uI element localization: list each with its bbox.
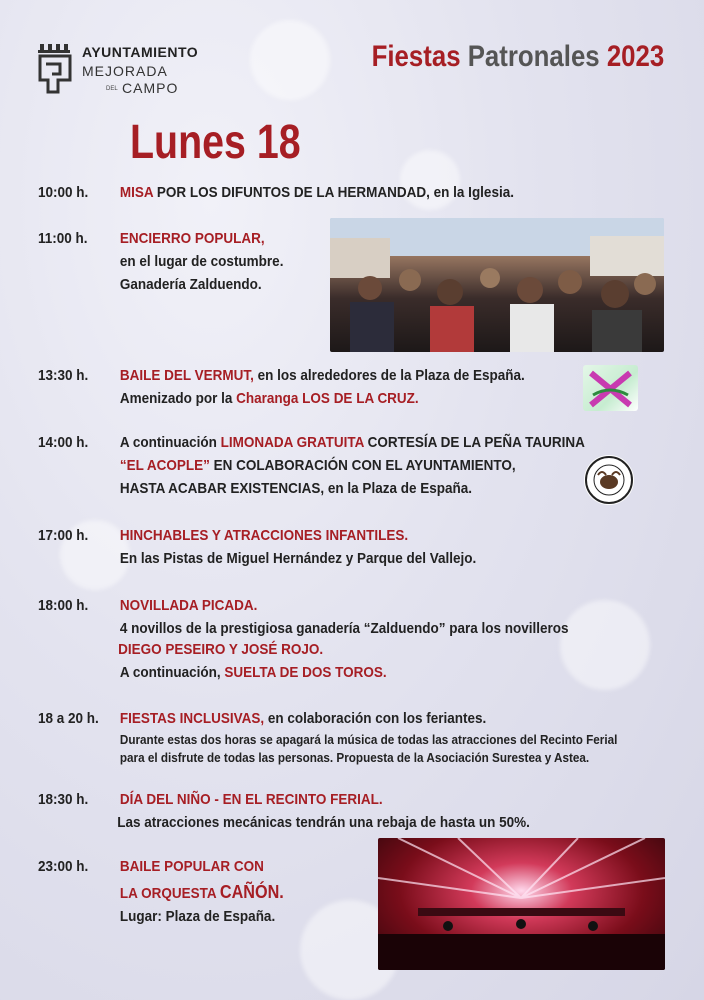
event-detail: HASTA ACABAR EXISTENCIAS, [119,480,325,497]
event-line [120,184,514,201]
event-time: 18:00 h. [38,597,89,614]
header-word-fiestas: Fiestas [371,40,461,73]
event-time: 18 a 20 h. [38,710,99,727]
event-detail: Amenizado por la [119,390,237,407]
event-time: 18:30 h. [38,791,89,808]
event-detail: en el lugar de costumbre. [119,253,284,270]
event-detail: en colaboración con los feriantes. [264,710,487,727]
event-time: 10:00 h. [38,184,89,201]
event-detail: EN COLABORACIÓN CON EL AYUNTAMIENTO, [209,457,516,474]
header-word-year: 2023 [606,40,664,73]
logo-line-3: DEL [106,86,118,92]
event-detail: CORTESÍA DE LA PEÑA TAURINA [363,434,585,451]
event-performers: DIEGO PESEIRO Y JOSÉ ROJO. [118,641,324,658]
pena-taurina-logo-icon [584,455,634,505]
event-time: 23:00 h. [38,858,89,875]
charanga-logo-icon [583,365,638,411]
event-detail: A continuación, [119,664,225,681]
crowd-photo [330,218,664,352]
event-line [120,367,525,384]
day-title: Lunes 18 [130,116,301,169]
event-detail: para el disfrute de todas las personas. Propuesta de la Asociación Surestea y Astea. [119,750,590,765]
event-organizer: “EL ACOPLE” [119,457,210,474]
municipal-logo [36,40,216,104]
event-title: MISA [119,184,154,201]
bokeh-light [560,600,650,690]
bokeh-light [250,20,330,100]
event-time: 13:30 h. [38,367,89,384]
logo-line-2: MEJORADA [82,63,168,79]
event-line [120,434,585,451]
event-subtitle: POR LOS DIFUNTOS DE LA HERMANDAD, [153,184,430,201]
event-title: LIMONADA GRATUITA [220,434,364,451]
event-title: HINCHABLES Y ATRACCIONES INFANTILES. [119,527,409,544]
municipal-logo-icon [36,42,76,98]
event-title: DÍA DEL NIÑO - EN EL RECINTO FERIAL. [119,791,383,808]
event-title: BAILE POPULAR CON [119,858,264,875]
event-detail: Ganadería Zalduendo. [119,276,262,293]
concert-photo [378,838,665,970]
event-detail: Durante estas dos horas se apagará la música de todas las atracciones del Recinto Ferial [119,732,618,747]
event-location: en los alrededores de la Plaza de España. [253,367,525,384]
event-line [120,480,472,497]
event-title: FIESTAS INCLUSIVAS, [119,710,265,727]
logo-line-1: AYUNTAMIENTO [82,44,199,60]
event-detail: Las atracciones mecánicas tendrán una rebaja de hasta un 50%. [117,814,530,831]
event-title: BAILE DEL VERMUT, [119,367,254,384]
event-location: Lugar: Plaza de España. [119,908,276,925]
event-band-name: CAÑÓN. [219,882,284,902]
event-line [120,710,486,727]
event-subtitle: LA ORQUESTA [119,885,220,902]
event-detail: 4 novillos de la prestigiosa ganadería “Zalduendo” para los novilleros [119,620,569,637]
event-line [120,664,387,681]
event-line [120,390,419,407]
event-location: en la Iglesia. [429,184,514,201]
crowd-illustration [330,218,664,352]
event-location: En las Pistas de Miguel Hernández y Parque del Vallejo. [119,550,477,567]
event-performer: Charanga LOS DE LA CRUZ. [236,390,419,407]
page-header-title [371,40,664,74]
event-line [120,457,516,474]
bokeh-light [400,150,460,210]
event-detail: A continuación [119,434,221,451]
event-location: en la Plaza de España. [324,480,472,497]
event-subtitle: SUELTA DE DOS TOROS. [224,664,387,681]
concert-illustration [378,838,665,970]
event-time: 17:00 h. [38,527,89,544]
event-title: ENCIERRO POPULAR, [119,230,265,247]
event-line [120,882,284,903]
event-title: NOVILLADA PICADA. [119,597,258,614]
event-time: 11:00 h. [38,230,88,247]
logo-line-4: CAMPO [122,80,179,96]
event-time: 14:00 h. [38,434,89,451]
header-word-patronales: Patronales [467,40,600,73]
